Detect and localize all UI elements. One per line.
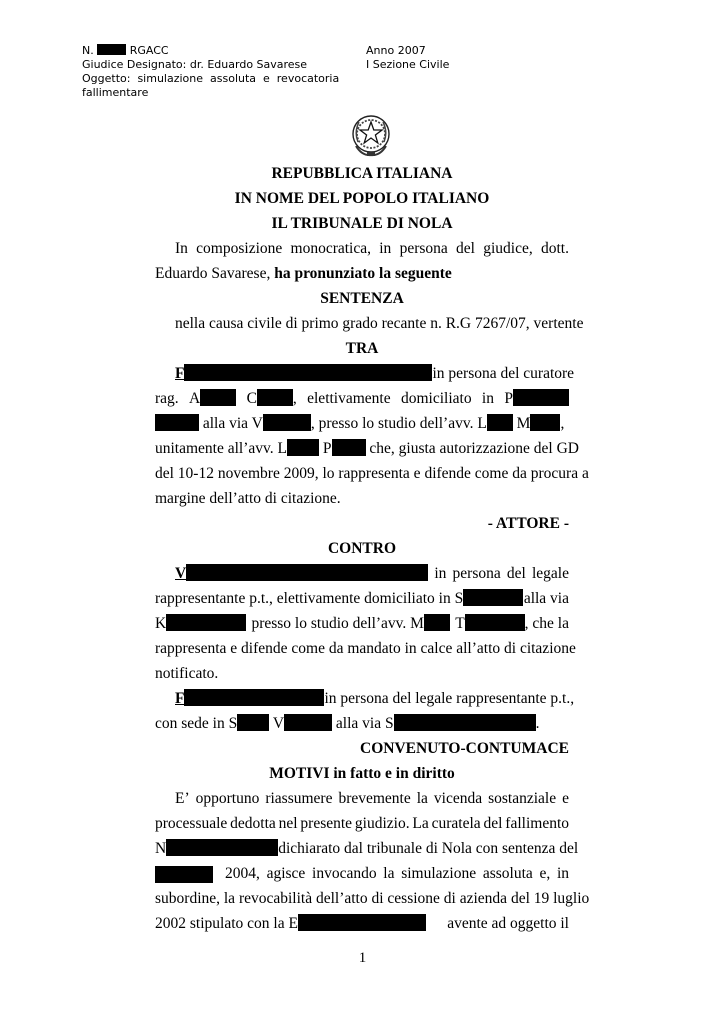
- redacted-name: C ,: [246, 390, 297, 407]
- word: curatela: [431, 815, 481, 832]
- title-republic: REPUBBLICA ITALIANA: [271, 165, 453, 182]
- redacted-name: T , che la: [455, 615, 569, 632]
- section-label: I Sezione Civile: [366, 58, 450, 71]
- redaction-block: [463, 589, 523, 606]
- causa-line: nella causa civile di primo grado recante n. R.G 7267/07, vertente: [175, 315, 584, 332]
- word: giudice,: [483, 240, 533, 257]
- intro-line-1: [155, 239, 569, 259]
- narr-text: dichiarato dal tribunale di Nola con sentenza del: [278, 840, 579, 857]
- word: elettivamente: [307, 390, 391, 407]
- redacted-street: K: [155, 614, 246, 634]
- case-number-suffix: RGACC: [129, 44, 169, 57]
- redaction-block: [394, 714, 536, 731]
- redacted-place: P: [504, 389, 569, 409]
- convenuto1-line-4: rappresenta e difende come da mandato in calce all’atto di citazione: [155, 640, 576, 657]
- word: del: [483, 815, 503, 832]
- word: in: [434, 565, 447, 582]
- redaction-block: [424, 614, 450, 631]
- redaction-block: [186, 564, 428, 581]
- redaction-block: [166, 614, 246, 631]
- word: opportuno: [195, 790, 260, 807]
- redacted-name: N: [155, 839, 278, 859]
- narr-text: 2004, agisce invocando la simulazione assoluta e, in: [225, 865, 569, 882]
- word: del: [456, 240, 475, 257]
- word: vicenda: [433, 790, 483, 807]
- attore-line-5: del 10-12 novembre 2009, lo rappresenta e difende come da procura a: [155, 465, 589, 482]
- word: monocratica,: [290, 240, 371, 257]
- redaction-block: [465, 614, 525, 631]
- redaction-block: [184, 689, 324, 706]
- judge-name: Eduardo Savarese,: [155, 265, 275, 282]
- subject-line: Oggetto: simulazione assoluta e revocatoria: [82, 72, 340, 85]
- attore-party: F: [175, 364, 432, 384]
- word: La: [412, 815, 429, 832]
- redaction-block: [513, 389, 569, 406]
- redaction-block: [97, 44, 126, 55]
- document-header-right: [366, 44, 449, 72]
- redaction-block: [298, 914, 426, 931]
- narr-line-3: [155, 839, 579, 859]
- narr-line-5: subordine, la revocabilità dell’atto di cessione di azienda del 19 luglio: [155, 890, 590, 907]
- case-number-prefix: N.: [82, 44, 94, 57]
- narr-line-4: [155, 864, 569, 884]
- sentenza-heading: SENTENZA: [320, 290, 404, 307]
- convenuto1-line-3: [155, 614, 569, 634]
- word: legale: [531, 565, 569, 582]
- tra-heading: TRA: [345, 340, 379, 357]
- word: persona: [452, 565, 501, 582]
- word: del: [506, 565, 526, 582]
- narr-line-1: [155, 789, 569, 809]
- word: fallimento: [505, 815, 569, 832]
- convenuto1-text: rappresentante p.t., elettivamente domiciliato in S: [155, 589, 523, 609]
- narr-line-6: [155, 914, 569, 934]
- redaction-block: [530, 414, 560, 431]
- word: sostanziale: [488, 790, 557, 807]
- subject-line-2: fallimentare: [82, 86, 149, 99]
- redaction-block: [332, 439, 366, 456]
- redacted-name: A: [189, 389, 236, 409]
- attore-line-6: margine dell’atto di citazione.: [155, 490, 341, 507]
- redaction-block: [237, 714, 269, 731]
- word: domiciliato: [400, 390, 472, 407]
- word: persona: [399, 240, 448, 257]
- word: presente: [300, 815, 353, 832]
- word: composizione: [196, 240, 283, 257]
- word: e: [562, 790, 569, 807]
- word: nel: [278, 815, 298, 832]
- convenuto2-text: in persona del legale rappresentante p.t.,: [324, 690, 575, 707]
- attore-line-1: [155, 364, 575, 384]
- redaction-block: [487, 414, 513, 431]
- convenuto2-line-1: [155, 689, 575, 709]
- intro-line-2: [155, 264, 569, 284]
- convenuto1-line-2: [155, 589, 569, 609]
- contro-heading: CONTRO: [327, 540, 397, 557]
- redaction-block: [166, 839, 278, 856]
- year-label: Anno 2007: [366, 44, 426, 57]
- word: brevemente: [338, 790, 411, 807]
- word: la: [416, 790, 428, 807]
- motivi-heading: MOTIVI in fatto e in diritto: [269, 765, 455, 782]
- convenuto1-text: presso lo studio dell’avv. M: [251, 614, 450, 634]
- word: in: [379, 240, 392, 257]
- redaction-block: [287, 439, 319, 456]
- word: E’: [175, 790, 190, 807]
- narr-text: avente ad oggetto il: [447, 915, 569, 932]
- attore-line-2: [155, 389, 569, 409]
- pronounce-text: ha pronunziato la seguente: [274, 265, 452, 282]
- case-number-line: [82, 44, 339, 58]
- word: dedotta: [230, 815, 276, 832]
- word: riassumere: [265, 790, 333, 807]
- word: dott.: [540, 240, 569, 257]
- attore-line-3: alla via V , presso lo studio dell’avv. L M ,: [155, 414, 569, 434]
- word: giudizio.: [354, 815, 410, 832]
- attore-role: - ATTORE -: [487, 515, 569, 532]
- redaction-block: [155, 866, 213, 883]
- narr-text: 2002 stipulato con la E: [155, 914, 426, 934]
- convenuto2-line-2: con sede in S V alla via S .: [155, 715, 540, 732]
- page-number: 1: [358, 950, 367, 966]
- redaction-block: [257, 389, 293, 406]
- redaction-block: [155, 414, 199, 431]
- italian-republic-emblem: [348, 112, 394, 158]
- word: In: [175, 240, 188, 257]
- convenuto1-line-1: [155, 564, 569, 584]
- word: processuale: [155, 815, 228, 832]
- title-people: IN NOME DEL POPOLO ITALIANO: [234, 190, 490, 207]
- convenuto2-role: CONVENUTO-CONTUMACE: [360, 740, 569, 757]
- word: in: [481, 390, 494, 407]
- document-header: [82, 44, 339, 100]
- convenuto1-line-5: notificato.: [155, 665, 219, 682]
- convenuto1-party: V: [175, 564, 428, 584]
- attore-text: in persona del curatore: [432, 365, 575, 382]
- convenuto2-party: F: [175, 689, 324, 709]
- convenuto1-text: alla via: [523, 590, 569, 607]
- redaction-block: [200, 389, 236, 406]
- attore-line-4: unitamente all’avv. L P che, giusta autorizzazione del GD: [155, 440, 579, 457]
- title-court: IL TRIBUNALE DI NOLA: [271, 215, 453, 232]
- word: rag.: [155, 390, 179, 407]
- redaction-block: [184, 364, 432, 381]
- redaction-block: [263, 414, 311, 431]
- narr-line-2: [155, 814, 569, 834]
- judge-line: Giudice Designato: dr. Eduardo Savarese: [82, 58, 308, 71]
- redaction-block: [284, 714, 332, 731]
